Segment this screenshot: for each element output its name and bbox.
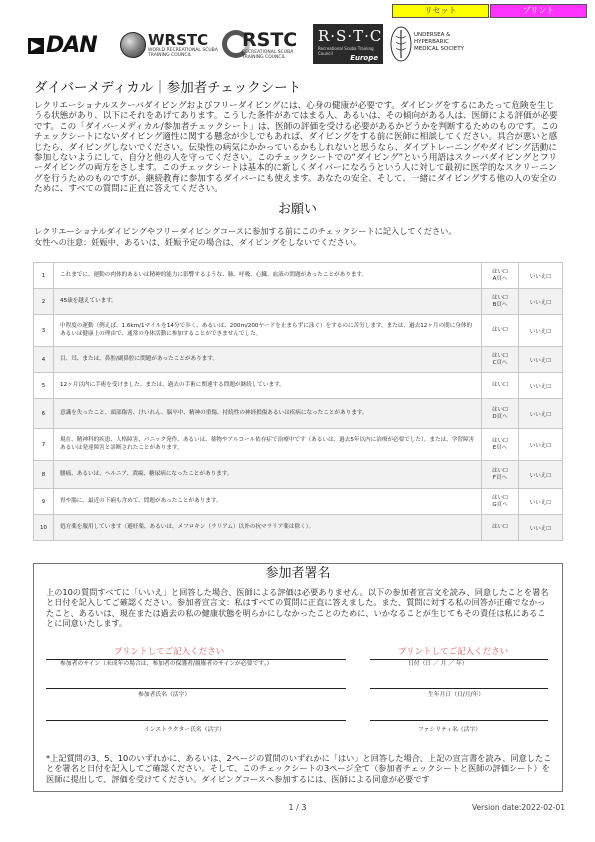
yes-checkbox[interactable]: はい☐ bbox=[482, 515, 519, 541]
question-row bbox=[34, 315, 563, 347]
birth-date-label: 生年月日（日/月/年） bbox=[428, 692, 485, 698]
question-number: 2 bbox=[34, 289, 54, 315]
print-hint-right: プリントしてご記入ください bbox=[398, 647, 509, 657]
question-text: 意識を失ったこと、頭部傷害、けいれん、脳卒中、精神の重傷、持続性の神経損傷あるいは疾病になったことがあります。 bbox=[54, 399, 482, 429]
question-text: 処方薬を服用しています（避妊薬、あるいは、メフロキン（ラリアム）以外の抗マラリア薬は除く）。 bbox=[54, 515, 482, 541]
dan-logo: DAN bbox=[28, 34, 110, 58]
signature-section bbox=[33, 563, 563, 792]
question-row bbox=[34, 289, 563, 315]
logo-bar bbox=[28, 24, 568, 66]
question-row bbox=[34, 399, 563, 429]
birth-date-line[interactable] bbox=[370, 688, 548, 689]
question-text: 中程度の運動（例えば、1.6km/1マイルを14分で歩く、あるいは、200m/200ヤードを止まらずに泳ぐ）をするのに苦労します。または、過去12ヶ月の間に身体的あるいは健康上の理由で、通常の身体活動に参加することができませんでした。 bbox=[54, 315, 482, 347]
question-number: 3 bbox=[34, 315, 54, 347]
question-row bbox=[34, 347, 563, 373]
question-row bbox=[34, 461, 563, 489]
no-checkbox[interactable]: いいえ☐ bbox=[519, 373, 563, 399]
question-text: 現在、精神科的疾患、人格障害、パニック発作、あるいは、薬物やアルコール依存症で治療中です（あるいは、過去5年以内に治療が必要でした）。または、学習障害あるいは発達障害と診断されたことがあります。 bbox=[54, 429, 482, 461]
caduceus-icon bbox=[390, 26, 412, 62]
yes-checkbox[interactable]: はい☐ bbox=[482, 373, 519, 399]
request-heading: お願い bbox=[277, 202, 317, 217]
question-number: 8 bbox=[34, 461, 54, 489]
yes-checkbox[interactable]: はい☐ B頁へ bbox=[482, 289, 519, 315]
question-row bbox=[34, 373, 563, 399]
question-row bbox=[34, 429, 563, 461]
question-text: 45歳を越えています。 bbox=[54, 289, 482, 315]
yes-checkbox[interactable]: はい☐ G頁へ bbox=[482, 489, 519, 515]
no-checkbox[interactable]: いいえ☐ bbox=[519, 315, 563, 347]
question-number: 10 bbox=[34, 515, 54, 541]
wrstc-logo: WRSTC WORLD RECREATIONAL SCUBA TRAINING COUNCIL bbox=[120, 30, 232, 62]
rstc-logo: RSTC RECREATIONAL SCUBA TRAINING COUNCIL bbox=[222, 28, 314, 62]
no-checkbox[interactable]: いいえ☐ bbox=[519, 489, 563, 515]
rstc-europe-logo: R·S·T·C Recreational Scuba Training Council Europe bbox=[313, 24, 383, 64]
question-number: 6 bbox=[34, 399, 54, 429]
question-number: 1 bbox=[34, 263, 54, 289]
instructor-name-label: インストラクター氏名（活字） bbox=[144, 727, 225, 733]
intro-paragraph: レクリエーショナルスクーバダイビングおよびフリーダイビングには、心身の健康が必要です。ダイビングをするにあたって危険を生じうる状態があり、以下にそれをあげてあります。こうした条件があてはまる人、あるいは、その傾向がある人は、医師による評価が必要です。この「ダイバーメディカル/参加者チェックシート」は、医師の評価を受ける必要があるかどうかを判断するためのものです。このチェックシートにないダイビング適性に関する懸念が少しでもあれば、ダイビングをする前に医師に相談してください。具合が悪いと感じたら、ダイビングしないでください。伝染性の病気にかかっているかもしれないと思うなら、ダイブトレーニングやダイビング活動に参加しないようにして、自分と他の人を守ってください。このチェックシートでの“ダイビング”という用語はスクーバダイビングとフリーダイビングの両方をさします。このチェックシートは基本的に新しくダイバーになろうという人に対して最初に医学的なスクリーニングを行うためのものですが、継続教育に参加するダイバーにも使えます。あなたの安全、そして、一緒にダイビングする他の人の安全のために、すべての質問に正直に答えてください。 bbox=[34, 101, 559, 195]
print-hint-left: プリントしてご記入ください bbox=[114, 647, 225, 657]
question-row bbox=[34, 489, 563, 515]
dan-flag-icon bbox=[28, 38, 44, 54]
no-checkbox[interactable]: いいえ☐ bbox=[519, 461, 563, 489]
page-number: 1 / 3 bbox=[288, 803, 307, 812]
question-number: 7 bbox=[34, 429, 54, 461]
yes-checkbox[interactable]: はい☐ C頁へ bbox=[482, 347, 519, 373]
declaration-text: 上の10の質問すべてに「いいえ」と回答した場合、医師による評価は必要ありません。以下の参加者宣言文を読み、同意したことを署名と日付を記入してご確認ください。参加者宣言文：私はすべての質問に正直に答えました。また、質問に対する私の回答が正確でなかったこと、あるいは、現在または過去の私の健康状態を明らかにしなかったことのために、いかなることが生じてもその責任は私にあることに同意いたします。 bbox=[46, 587, 549, 629]
signature-heading: 参加者署名 bbox=[265, 566, 331, 581]
question-text: 胃や腸に、最近の下痢も含めて、問題があったことがあります。 bbox=[54, 489, 482, 515]
globe-icon bbox=[120, 32, 146, 58]
question-number: 4 bbox=[34, 347, 54, 373]
yes-checkbox[interactable]: はい☐ F頁へ bbox=[482, 461, 519, 489]
date-label: 日付（日 ／ 月 ／ 年） bbox=[408, 661, 468, 667]
facility-name-line[interactable] bbox=[370, 720, 548, 721]
participant-name-label: 参加者氏名（活字） bbox=[138, 692, 191, 698]
uhms-logo: UNDERSEA & HYPERBARIC MEDICAL SOCIETY bbox=[390, 24, 470, 64]
no-checkbox[interactable]: いいえ☐ bbox=[519, 429, 563, 461]
footnote-text: *上記質問の3、5、10のいずれかに、あるいは、2ページの質問のいずれかに「はい」と回答した場合、上記の宣言書を読み、同意したことを署名と日付を記入してご確認ください。そして、このチェックシートの3ページ全て（参加者チェックシートと医師の評価シート）を医師に提出して、評価を受けてください。ダイビングコースへ参加するには、医師による同意が必要です bbox=[46, 753, 552, 784]
signature-line[interactable] bbox=[46, 659, 346, 660]
instructor-name-line[interactable] bbox=[46, 720, 346, 721]
yes-checkbox[interactable]: はい☐ A頁へ bbox=[482, 263, 519, 289]
participant-name-line[interactable] bbox=[46, 688, 346, 689]
no-checkbox[interactable]: いいえ☐ bbox=[519, 263, 563, 289]
yes-checkbox[interactable]: はい☐ E頁へ bbox=[482, 429, 519, 461]
question-text: 目、耳、または、鼻腔/副鼻腔に問題があったことがあります。 bbox=[54, 347, 482, 373]
no-checkbox[interactable]: いいえ☐ bbox=[519, 399, 563, 429]
version-date: Version date:2022-02-01 bbox=[472, 803, 565, 812]
signature-label: 参加者のサイン（未成年の場合は、参加者の保護者/親権者のサインが必要です。） bbox=[60, 661, 273, 667]
print-button[interactable]: プリント bbox=[490, 4, 587, 18]
no-checkbox[interactable]: いいえ☐ bbox=[519, 347, 563, 373]
yes-checkbox[interactable]: はい☐ bbox=[482, 315, 519, 347]
question-number: 9 bbox=[34, 489, 54, 515]
question-text: 12ヶ月以内に手術を受けました。または、過去の手術に関連する問題が継続しています。 bbox=[54, 373, 482, 399]
page-title: ダイバーメディカル｜参加者チェックシート bbox=[34, 80, 302, 96]
facility-name-label: ファシリティ名（活字） bbox=[418, 727, 482, 733]
no-checkbox[interactable]: いいえ☐ bbox=[519, 289, 563, 315]
question-number: 5 bbox=[34, 373, 54, 399]
no-checkbox[interactable]: いいえ☐ bbox=[519, 515, 563, 541]
request-text: レクリエーショナルダイビングやフリーダイビングコースに参加する前にこのチェックシートに記入してください。 女性への注意：妊娠中、あるいは、妊娠予定の場合は、ダイビングをしないでください。 bbox=[34, 226, 457, 247]
question-row bbox=[34, 515, 563, 541]
question-text: これまでに、運動の肉体的あるいは精神的能力に影響するような、肺、呼吸、心臓、血液の問題があったことがあります。 bbox=[54, 263, 482, 289]
date-line[interactable] bbox=[370, 659, 548, 660]
question-text: 腰痛、あるいは、ヘルニア、潰瘍、糖尿病になったことがあります。 bbox=[54, 461, 482, 489]
yes-checkbox[interactable]: はい☐ D頁へ bbox=[482, 399, 519, 429]
question-table bbox=[33, 262, 563, 541]
reset-button[interactable]: リセット bbox=[392, 4, 489, 18]
question-row bbox=[34, 263, 563, 289]
